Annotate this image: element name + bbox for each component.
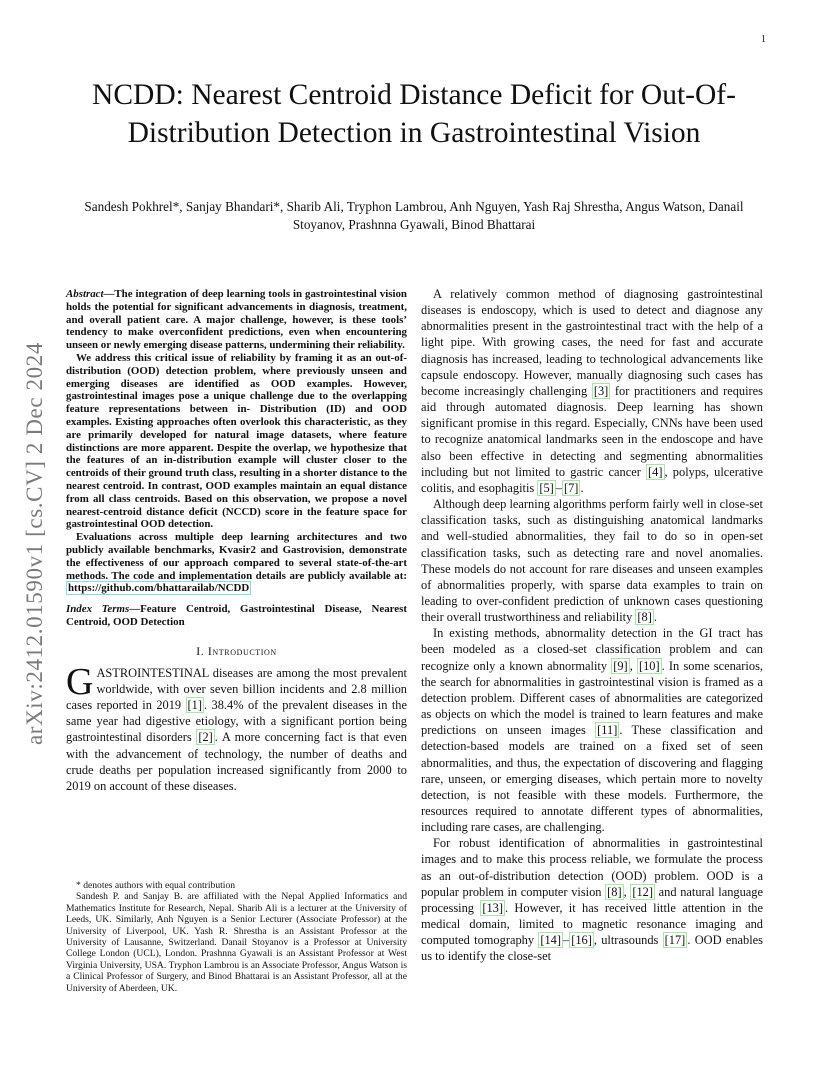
abstract	[66, 288, 407, 595]
first-word-caps: ASTROINTESTINAL	[96, 665, 209, 680]
footnote-equal-contribution: * denotes authors with equal contribution	[76, 880, 236, 891]
citation-link[interactable]: [17]	[664, 933, 686, 948]
arxiv-identifier-stamp: arXiv:2412.01590v1 [cs.CV] 2 Dec 2024	[22, 342, 47, 745]
footnote-affiliations: Sandesh P. and Sanjay B. are affiliated with the Nepal Applied Informatics and Mathematics Institute for Research, Nepal. Sharib Ali is a lecturer at the University of Leeds, UK. Similarly, Anh Nguyen is a Senior Lecturer (Associate Professor) at the University of Liverpool, UK. Yash R. Shrestha is an Assistant Professor at the University of Lausanne, Switzerland. Danail Stoyanov is a Professor at University College London (UCL), London. Prashnna Gyawali is an Assistant Professor at West Virginia University, USA. Tryphon Lambrou is an Associate Professor, Angus Watson is a Clinical Professor of Surgery, and Binod Bhattarai is an Assistant Professor, all at the University of Aberdeen, UK.	[66, 891, 407, 994]
citation-link[interactable]: [8]	[607, 884, 622, 899]
code-repository-link[interactable]: https://github.com/bhattarailab/NCDD	[68, 582, 250, 595]
right-text: –	[555, 480, 562, 495]
right-text: . These classification and detection-based models are trained on a fixed set of seen abnormalities, and thus, the expectation of discovering and flagging rare, unseen, or emerging diseases, which pertain more to novelty detection, is not feasible with these models. Furthermore, the resources required to annotate different types of abnormalities, including rare cases, are challenging.	[421, 723, 763, 835]
index-terms-text: —Feature Centroid, Gastrointestinal Disease, Nearest Centroid, OOD Detection	[66, 603, 407, 628]
citation-link[interactable]: [2]	[198, 730, 213, 745]
right-text: , polyps, ulcerative colitis, and esophagitis	[421, 464, 764, 495]
citation-link[interactable]: [7]	[563, 480, 579, 495]
citation-link[interactable]: [1]	[187, 698, 202, 713]
citation-link[interactable]: [9]	[613, 658, 628, 673]
citation-link[interactable]: [5]	[539, 480, 554, 495]
left-column	[66, 288, 407, 794]
citation-link[interactable]: [16]	[571, 933, 592, 948]
right-text: . In some scenarios, the search for abnormalities in gastrointestinal vision is framed as a detection problem. Different cases of abnormalities are categorized as objects on which the model is trained to learn features and make predictions on unseen images	[421, 658, 763, 738]
page-number: 1	[761, 34, 766, 45]
citation-link[interactable]: [14]	[540, 933, 561, 948]
right-text: . OOD enables us to identify the close-set	[421, 933, 763, 964]
intro-text-c: . A more concerning fact is that even with the advancement of technology, the number of deaths and crude deaths per population increased significantly from 2000 to 2019 on account of these diseases.	[66, 730, 407, 793]
right-text: A relatively common method of diagnosing gastrointestinal diseases is endoscopy, which is used to detect and diagnose any abnormalities present in the gastrointestinal tract with the help of a light pipe. With growing cases, the need for fast and accurate diagnosis has increased, leading to technological advancements like capsule endoscopy. However, manually diagnosing such cases has become increasingly challenging	[421, 287, 763, 398]
citation-link[interactable]: [8]	[637, 610, 652, 625]
author-list: Sandesh Pokhrel*, Sanjay Bhandari*, Sharib Ali, Tryphon Lambrou, Anh Nguyen, Yash Raj Shrestha, Angus Watson, Danail Stoyanov, Prashnna Gyawali, Binod Bhattarai	[84, 199, 744, 232]
drop-cap: G	[66, 660, 94, 703]
right-paragraph-1	[421, 286, 763, 496]
citation-link[interactable]: [11]	[597, 723, 618, 738]
right-text: .	[653, 610, 657, 625]
right-text: In existing methods, abnormality detection in the GI tract has been modeled as a closed-set classification problem and can recognize only a known abnormality	[421, 626, 763, 673]
right-paragraph-2	[421, 496, 763, 625]
index-terms	[66, 603, 407, 629]
intro-text-a: diseases are among the most prevalent worldwide, with over seven billion incidents and 2.8 million cases reported in 2019	[66, 665, 407, 713]
citation-link[interactable]: [12]	[632, 884, 654, 899]
citation-link[interactable]: [13]	[482, 900, 503, 915]
abstract-label: Abstract	[66, 288, 104, 300]
citation-link[interactable]: [3]	[593, 383, 609, 398]
index-terms-label: Index Terms	[66, 603, 130, 616]
intro-text-b: . 38.4% of the prevalent diseases in the same year had digestive etiology, with a significant portion being gastrointestinal disorders	[66, 698, 408, 745]
right-paragraph-4	[421, 835, 763, 964]
introduction-paragraph-1	[66, 660, 408, 794]
introduction-body	[66, 660, 408, 794]
right-text: Although deep learning algorithms perform fairly well in close-set classification tasks, such as distinguishing anatomical landmarks and well-studied abnormalities, they fail to do so in open-set classification tasks, such as detecting rare and novel anomalies. These models do not account for rare diseases and unseen examples of abnormalities properly, with sparse data examples to train on leading to over-confident prediction of unknown cases questioning their overall trustworthiness and reliability	[421, 497, 763, 625]
right-paragraph-3	[421, 625, 763, 835]
right-text: .	[580, 480, 584, 495]
right-text: , ultrasounds	[593, 933, 663, 948]
abstract-paragraph-2: We address this critical issue of reliability by framing it as an out-of-distribution (OOD) detection problem, where previously unseen and emerging diseases are identified as OOD examples. However, gastrointestinal images pose a unique challenge due to the overlapping feature representations between in- Distribution (ID) and OOD examples. Existing approaches often overlook this characteristic, as they are primarily developed for natural image datasets, where feature distinctions are more apparent. Despite the overlap, we hypothesize that the features of an in-distribution example will cluster closer to the centroids of their ground truth class, resulting in a shorter distance to the nearest centroid. In contrast, OOD examples maintain an equal distance from all class centroids. Based on this observation, we propose a novel nearest-centroid distance deficit (NCCD) score in the feature space for gastrointestinal OOD detection.	[66, 351, 407, 531]
right-text: ,	[623, 884, 631, 899]
section-heading-introduction: I. Introduction	[196, 643, 277, 658]
paper-title: NCDD: Nearest Centroid Distance Deficit for Out-Of-Distribution Detection in Gastrointestinal Vision	[92, 79, 736, 149]
abstract-text-1: —The integration of deep learning tools in gastrointestinal vision holds the potential for significant advancements in diagnosis, treatment, and overall patient care. A major challenge, however, is these tools’ tendency to make overconfident predictions, even when encountering unseen or newly emerging disease patterns, undermining their reliability.	[66, 288, 407, 352]
right-text: for practitioners and requires aid through automated diagnosis. Deep learning has shown significant promise in this regard. Especially, CNNs have been used to recognize anatomical landmarks seen in the endoscope and have also been effective in detecting and segmenting abnormalities including but not limited to gastric cancer	[421, 383, 763, 479]
right-text: . However, it has received little attention in the medical domain, limited to magnetic resonance imaging and computed tomography	[421, 900, 763, 948]
abstract-text-3: Evaluations across multiple deep learning architectures and two publicly available benchmarks, Kvasir2 and Gastrovision, demonstrate the effectiveness of our approach compared to several state-of-the-art methods. The code and implementation details are publicly available at:	[66, 531, 407, 582]
right-text: –	[562, 933, 570, 948]
citation-link[interactable]: [4]	[648, 464, 663, 479]
right-text: ,	[629, 658, 637, 673]
right-column	[421, 286, 763, 965]
footnotes	[66, 880, 407, 994]
citation-link[interactable]: [10]	[638, 658, 660, 673]
right-text: and natural language processing	[421, 884, 763, 915]
abstract-paragraph-3	[66, 531, 407, 595]
abstract-paragraph-1	[66, 288, 407, 352]
right-text: For robust identification of abnormalities in gastrointestinal images and to make this process reliable, we formulate the process as an out-of-distribution detection (OOD) problem. OOD is a popular problem in computer vision	[421, 836, 763, 899]
